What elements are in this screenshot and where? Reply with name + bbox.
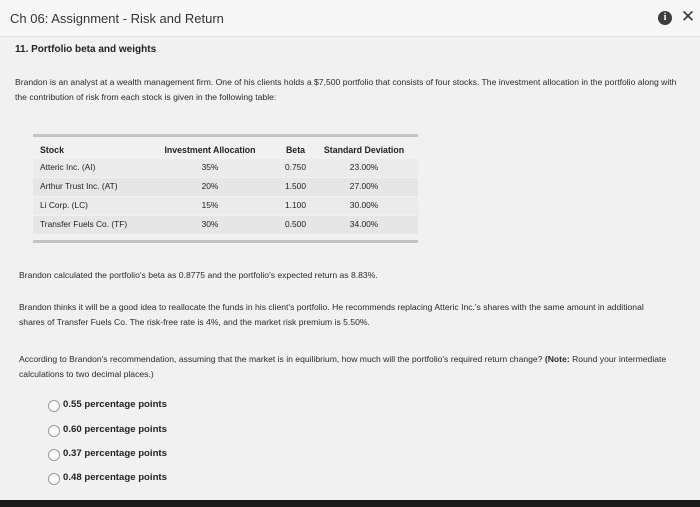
option-label: 0.48 percentage points <box>63 472 167 483</box>
intro-paragraph: Brandon is an analyst at a wealth management firm. One of his clients holds a $7,500 portfolio that consists of four stocks. The investment allocation in the portfolio along with the contribution of risk from each stock is given in the following table: <box>15 77 677 102</box>
window-title: Ch 06: Assignment - Risk and Return <box>10 11 224 26</box>
cell-stock: Atteric Inc. (AI) <box>40 162 96 172</box>
radio-button[interactable] <box>48 425 60 437</box>
answer-option[interactable] <box>48 471 248 489</box>
cell-stock: Li Corp. (LC) <box>40 200 88 210</box>
cell-allocation: 30% <box>201 219 219 229</box>
cell-stock: Arthur Trust Inc. (AT) <box>40 181 118 191</box>
cell-sd: 34.00% <box>349 219 379 229</box>
answer-option[interactable] <box>48 447 248 465</box>
cell-beta: 0.500 <box>285 219 306 229</box>
title-bar <box>0 0 700 37</box>
close-icon[interactable]: ✕ <box>680 7 696 26</box>
answer-option[interactable] <box>48 423 248 441</box>
header-stock: Stock <box>40 145 64 155</box>
table-row <box>33 197 418 215</box>
question-heading: 11. Portfolio beta and weights <box>15 44 157 55</box>
note-text: Round your intermediate calculations to two decimal places.) <box>19 354 667 379</box>
cell-allocation: 35% <box>201 162 219 172</box>
note-label: (Note: <box>544 354 570 364</box>
option-label: 0.60 percentage points <box>63 424 167 435</box>
header-beta: Beta <box>285 145 306 155</box>
bottom-bar <box>0 500 700 507</box>
header-allocation: Investment Allocation <box>164 145 256 155</box>
radio-button[interactable] <box>48 400 60 412</box>
answer-option[interactable] <box>48 398 248 416</box>
recommendation-paragraph: Brandon thinks it will be a good idea to reallocate the funds in his client's portfolio. He recommends replacing Atteric Inc.'s shares with the same amount in additional shares of Transfer Fuels Co. The risk-free rate is 4%, and the market risk premium is 5.50%. <box>19 302 644 327</box>
radio-button[interactable] <box>48 449 60 461</box>
cell-stock: Transfer Fuels Co. (TF) <box>40 219 128 229</box>
cell-beta: 1.500 <box>285 181 306 191</box>
table-row <box>33 159 418 177</box>
table-row <box>33 216 418 234</box>
question-prompt <box>19 352 679 382</box>
calculation-paragraph: Brandon calculated the portfolio's beta as 0.8775 and the portfolio's expected return as 8.83%. <box>19 270 378 280</box>
cell-beta: 0.750 <box>285 162 306 172</box>
cell-allocation: 15% <box>201 200 219 210</box>
cell-allocation: 20% <box>201 181 219 191</box>
portfolio-table <box>33 134 418 243</box>
cell-beta: 1.100 <box>285 200 306 210</box>
cell-sd: 30.00% <box>349 200 379 210</box>
info-icon[interactable]: i <box>658 11 672 25</box>
cell-sd: 27.00% <box>349 181 379 191</box>
radio-button[interactable] <box>48 473 60 485</box>
option-label: 0.37 percentage points <box>63 448 167 459</box>
table-header-row <box>33 142 418 160</box>
prompt-text: According to Brandon's recommendation, assuming that the market is in equilibrium, how much will the portfolio's required return change? <box>19 354 543 364</box>
cell-sd: 23.00% <box>349 162 379 172</box>
header-sd: Standard Deviation <box>323 145 405 155</box>
option-label: 0.55 percentage points <box>63 399 167 410</box>
table-row <box>33 178 418 196</box>
